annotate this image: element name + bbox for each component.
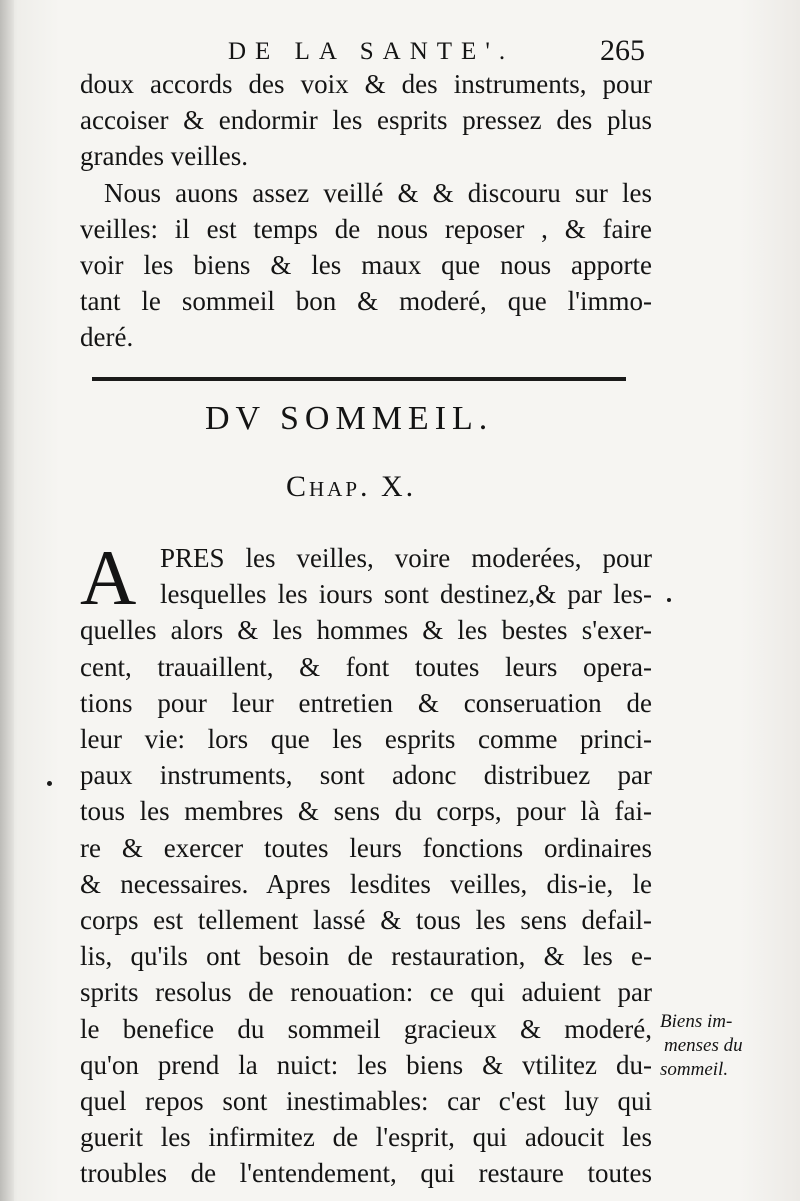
page-number: 265 xyxy=(600,34,645,67)
section-divider-rule xyxy=(92,377,626,381)
text-line: lesquelles les iours sont destinez,& par les- xyxy=(160,579,652,610)
text-line: leur vie: lors que les esprits comme princi- xyxy=(80,724,652,755)
margin-note xyxy=(660,1010,770,1082)
text-line: paux instruments, sont adonc distribuez par xyxy=(80,760,652,791)
text-line: sprits resolus de renouation: ce qui aduient par xyxy=(80,977,652,1008)
text-line: cent, trauaillent, & font toutes leurs opera- xyxy=(80,651,652,682)
text-line: qu'on prend la nuict: les biens & vtilitez du- xyxy=(80,1049,652,1080)
text-line: PRES les veilles, voire moderées, pour xyxy=(160,543,652,573)
text-line: tant le sommeil bon & moderé, que l'immo- xyxy=(80,286,652,317)
text-line: tions pour leur entretien & conseruation de xyxy=(80,687,652,718)
margin-note-line: menses du xyxy=(664,1035,743,1056)
text-line: lis, qu'ils ont besoin de restauration, & les e- xyxy=(80,941,652,972)
margin-note-line: Biens im- xyxy=(660,1011,733,1032)
text-line: quel repos sont inestimables: car c'est luy qui xyxy=(80,1086,652,1117)
margin-note-line: sommeil. xyxy=(660,1059,729,1080)
text-line: deré. xyxy=(80,322,134,353)
text-line: tous les membres & sens du corps, pour là fai- xyxy=(80,796,652,827)
running-head: DE LA SANTE'. xyxy=(228,38,515,65)
text-line: quelles alors & les hommes & les bestes s'exer- xyxy=(80,615,652,646)
page-binding-edge xyxy=(0,0,14,1201)
ink-speck xyxy=(667,598,671,602)
text-line: doux accords des voix & des instruments, pour xyxy=(80,69,652,99)
text-line: Nous auons assez veillé & & discouru sur les xyxy=(104,177,652,208)
text-line: & necessaires. Apres lesdites veilles, dis-ie, le xyxy=(80,868,652,899)
text-line: voir les biens & les maux que nous apporte xyxy=(80,250,652,281)
text-line: guerit les infirmitez de l'esprit, qui adoucit les xyxy=(80,1122,652,1153)
text-line: accoiser & endormir les esprits pressez des plus xyxy=(80,105,652,136)
section-title: DV SOMMEIL. xyxy=(205,400,494,437)
text-line: grandes veilles. xyxy=(80,141,248,172)
chapter-body xyxy=(80,534,652,1192)
text-line: veilles: il est temps de nous reposer , & faire xyxy=(80,213,652,244)
ink-speck xyxy=(47,781,52,786)
opening-text xyxy=(80,66,652,356)
text-line: re & exercer toutes leurs fonctions ordinaires xyxy=(80,832,652,863)
text-line: troubles de l'entendement, qui restaure toutes xyxy=(80,1158,652,1189)
text-line: le benefice du sommeil gracieux & moderé, xyxy=(80,1013,652,1044)
drop-cap: A xyxy=(80,534,137,621)
chapter-title: Chap. X. xyxy=(286,470,417,503)
text-line: corps est tellement lassé & tous les sens defail- xyxy=(80,905,652,936)
